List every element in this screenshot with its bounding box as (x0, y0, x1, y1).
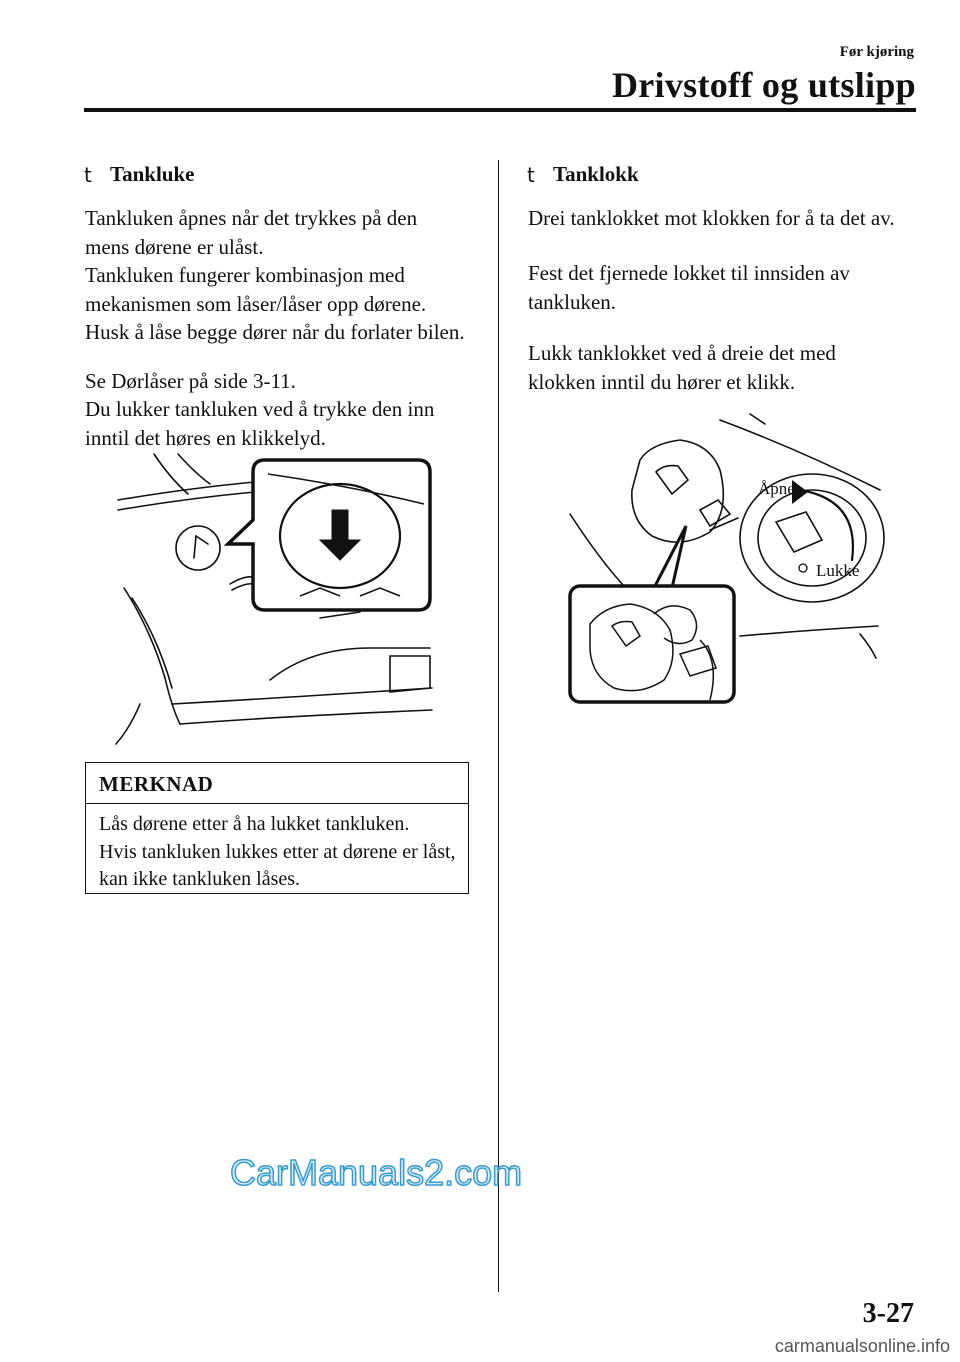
bullet-icon: t (84, 162, 92, 187)
footer-site-link[interactable]: carmanualsonline.info (774, 1336, 950, 1356)
heading-text: Tankluke (110, 162, 195, 186)
paragraph: Se Dørlåser på side 3-11. (85, 369, 296, 393)
note-box (85, 762, 469, 894)
heading-text: Tanklokk (553, 162, 639, 186)
close-label: Lukke (816, 561, 860, 580)
paragraph: Husk å låse begge dører når du forlater bilen. (85, 320, 465, 344)
paragraph: Lukk tanklokket ved å dreie det med klokken inntil du hører et klikk. (528, 341, 836, 394)
page-number: 3-27 (862, 1298, 914, 1329)
paragraph: Tankluken åpnes når det trykkes på den mens dørene er ulåst. (85, 206, 418, 259)
note-line: Lås dørene etter å ha lukket tankluken. (99, 813, 410, 835)
page-title: Drivstoff og utslipp (611, 65, 916, 105)
header-rule (84, 108, 916, 112)
watermark: CarManuals2.com (230, 1152, 523, 1193)
section-label: Før kjøring (839, 44, 914, 60)
paragraph: Du lukker tankluken ved å trykke den inn inntil det høres en klikkelyd. (85, 397, 435, 450)
column-divider (498, 160, 499, 1292)
note-title: MERKNAD (99, 772, 214, 796)
fuel-lid-illustration (110, 448, 440, 748)
fuel-cap-illustration (560, 410, 890, 710)
note-line: Hvis tankluken lukkes etter at dørene er låst, kan ikke tankluken låses. (99, 840, 456, 890)
paragraph: Fest det fjernede lokket til innsiden av tankluken. (528, 261, 850, 314)
open-label: Åpne (758, 479, 795, 498)
section-heading-tanklokk (527, 162, 639, 187)
paragraph: Drei tanklokket mot klokken for å ta det av. (528, 206, 895, 230)
paragraph: Tankluken fungerer kombinasjon med mekanismen som låser/låser opp dørene. (85, 263, 427, 316)
bullet-icon: t (527, 162, 535, 187)
section-heading-tankluke (84, 162, 194, 187)
